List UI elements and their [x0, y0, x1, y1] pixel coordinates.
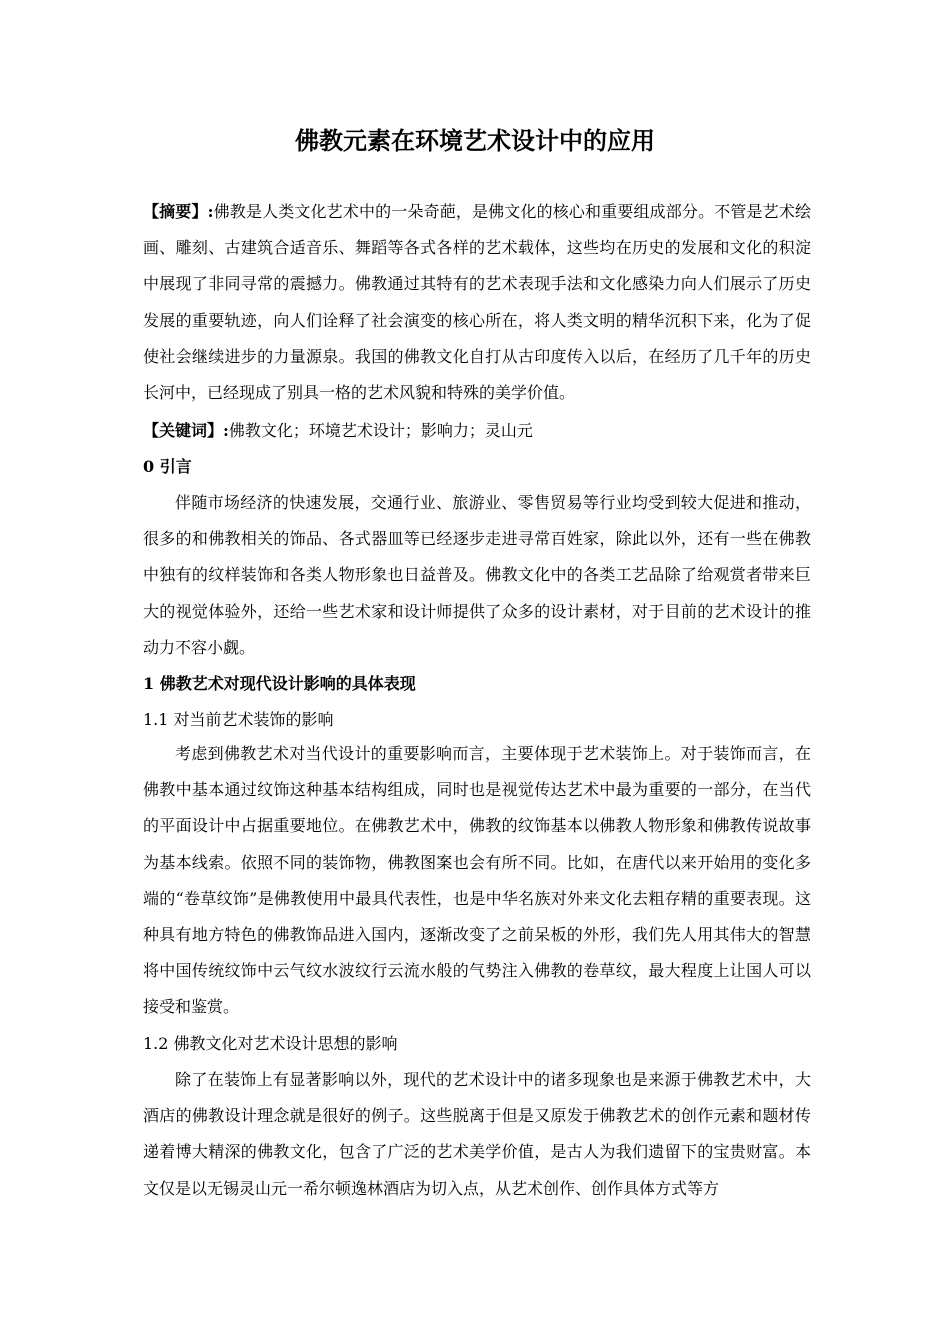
section-1-2-heading: 1.2 佛教文化对艺术设计思想的影响 — [143, 1034, 398, 1053]
section-1-1-paragraph: 考虑到佛教艺术对当代设计的重要影响而言，主要体现于艺术装饰上。对于装饰而言，在佛教中基本通过纹饰这种基本结构组成，同时也是视觉传达艺术中最为重要的一部分，在当代的平面设计中占据重要地位。在佛教艺术中，佛教的纹饰基本以佛教人物形象和佛教传说故事为基本线索。依照不同的装饰物，佛教图案也会有所不同。比如，在唐代以来开始用的变化多端的“卷草纹饰”是佛教使用中最具代表性，也是中华名族对外来文化去粗存精的重要表现。这种具有地方特色的佛教饰品进入国内，逐渐改变了之前呆板的外形，我们先人用其伟大的智慧将中国传统纹饰中云气纹水波纹行云流水般的气势注入佛教的卷草纹，最大程度上让国人可以接受和鉴赏。 — [143, 744, 811, 1017]
section-1-2-paragraph: 除了在装饰上有显著影响以外，现代的艺术设计中的诸多现象也是来源于佛教艺术中，大酒店的佛教设计理念就是很好的例子。这些脱离于但是又原发于佛教艺术的创作元素和题材传递着博大精深的佛教文化，包含了广泛的艺术美学价值，是古人为我们遗留下的宝贵财富。本文仅是以无锡灵山元一希尔顿逸林酒店为切入点，从艺术创作、创作具体方式等方 — [143, 1070, 811, 1198]
keywords-paragraph — [143, 413, 811, 449]
intro-paragraph: 伴随市场经济的快速发展，交通行业、旅游业、零售贸易等行业均受到较大促进和推动，很多的和佛教相关的饰品、各式器皿等已经逐步走进寻常百姓家，除此以外，还有一些在佛教中独有的纹样装饰和各类人物形象也日益普及。佛教文化中的各类工艺品除了给观赏者带来巨大的视觉体验外，还给一些艺术家和设计师提供了众多的设计素材，对于目前的艺术设计的推动力不容小觑。 — [143, 493, 811, 657]
intro-heading: 0 引言 — [143, 457, 192, 476]
abstract-text: 佛教是人类文化艺术中的一朵奇葩，是佛文化的核心和重要组成部分。不管是艺术绘画、雕刻、古建筑合适音乐、舞蹈等各式各样的艺术载体，这些均在历史的发展和文化的积淀中展现了非同寻常的震撼力。佛教通过其特有的艺术表现手法和文化感染力向人们展示了历史发展的重要轨迹，向人们诠释了社会演变的核心所在，将人类文明的精华沉积下来，化为了促使社会继续进步的力量源泉。我国的佛教文化自打从古印度传入以后，在经历了几千年的历史长河中，已经现成了别具一格的艺术风貌和特殊的美学价值。 — [143, 202, 811, 403]
section-1-heading: 1 佛教艺术对现代设计影响的具体表现 — [143, 674, 416, 693]
keywords-text: 佛教文化；环境艺术设计；影响力；灵山元 — [228, 421, 533, 440]
document-title: 佛教元素在环境艺术设计中的应用 — [295, 126, 655, 155]
section-1-1-heading: 1.1 对当前艺术装饰的影响 — [143, 710, 334, 729]
keywords-label: 【关键词】: — [143, 421, 229, 440]
abstract-paragraph — [143, 194, 811, 411]
abstract-label: 【摘要】: — [143, 202, 214, 221]
